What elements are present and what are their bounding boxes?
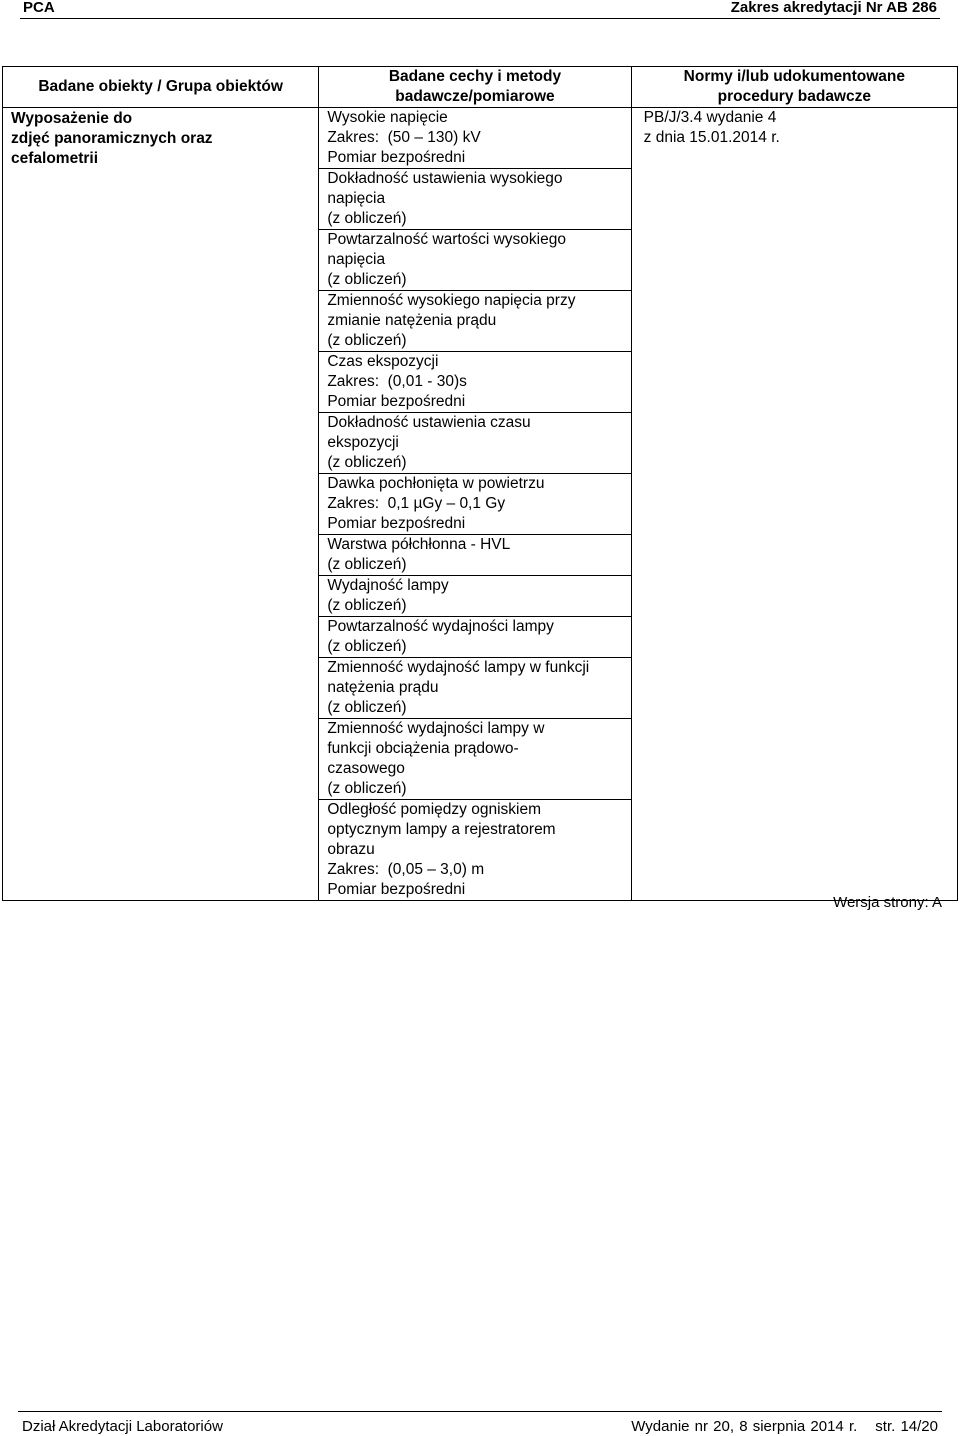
- method-line: Wysokie napięcie: [327, 109, 448, 126]
- method-line: Zmienność wydajności lampy w: [327, 720, 545, 737]
- method-item: [319, 535, 630, 576]
- method-line: Zmienność wysokiego napięcia przy: [327, 292, 576, 309]
- method-line: (z obliczeń): [327, 556, 407, 573]
- footer-divider: [18, 1411, 942, 1412]
- table-row: [3, 108, 958, 901]
- method-line: (z obliczeń): [327, 332, 407, 349]
- method-line: Pomiar bezpośredni: [327, 881, 466, 898]
- method-line: (z obliczeń): [327, 597, 407, 614]
- footer-edition-text: Wydanie nr 20, 8 sierpnia 2014 r.: [631, 1418, 858, 1435]
- footer-page-number: str. 14/20: [875, 1418, 938, 1435]
- method-line: Zakres: 0,1 µGy – 0,1 Gy: [327, 495, 506, 512]
- footer-department: Dział Akredytacji Laboratoriów: [22, 1418, 223, 1435]
- method-line: obrazu: [327, 841, 375, 858]
- method-line: Dokładność ustawienia wysokiego: [327, 170, 563, 187]
- method-line: Zakres: (50 – 130) kV: [327, 129, 481, 146]
- method-item: [319, 658, 630, 719]
- method-line: Odległość pomiędzy ogniskiem: [327, 801, 541, 818]
- accreditation-table: [2, 66, 958, 901]
- method-line: Powtarzalność wartości wysokiego: [327, 231, 566, 248]
- method-line: czasowego: [327, 760, 405, 777]
- method-line: (z obliczeń): [327, 210, 407, 227]
- method-line: ekspozycji: [327, 434, 399, 451]
- method-line: Wydajność lampy: [327, 577, 449, 594]
- footer-edition: [631, 1418, 938, 1435]
- header-divider: [20, 18, 940, 19]
- method-line: Pomiar bezpośredni: [327, 149, 466, 166]
- method-item: [319, 108, 630, 169]
- method-item: [319, 352, 630, 413]
- method-line: Czas ekspozycji: [327, 353, 439, 370]
- method-line: Zmienność wydajność lampy w funkcji: [327, 659, 590, 676]
- page-version: Wersja strony: A: [833, 894, 942, 911]
- method-item: [319, 169, 630, 230]
- method-item: [319, 413, 630, 474]
- method-line: zmianie natężenia prądu: [327, 312, 497, 329]
- method-item: [319, 719, 630, 800]
- header-org: PCA: [23, 0, 55, 16]
- method-item: [319, 291, 630, 352]
- method-line: napięcia: [327, 190, 386, 207]
- method-item: [319, 800, 630, 900]
- method-line: Warstwa półchłonna - HVL: [327, 536, 511, 553]
- methods-cell: [319, 108, 631, 901]
- method-item: [319, 617, 630, 658]
- method-line: (z obliczeń): [327, 454, 407, 471]
- method-line: (z obliczeń): [327, 780, 407, 797]
- method-line: Zakres: (0,05 – 3,0) m: [327, 861, 485, 878]
- procedure-cell: PB/J/3.4 wydanie 4 z dnia 15.01.2014 r.: [631, 108, 957, 901]
- header-title: Zakres akredytacji Nr AB 286: [730, 0, 937, 16]
- method-line: Dokładność ustawienia czasu: [327, 414, 531, 431]
- method-line: Pomiar bezpośredni: [327, 393, 466, 410]
- method-line: Pomiar bezpośredni: [327, 515, 466, 532]
- method-line: funkcji obciążenia prądowo-: [327, 740, 519, 757]
- col2-header: Badane cechy i metody badawcze/pomiarowe: [319, 67, 631, 108]
- method-line: natężenia prądu: [327, 679, 439, 696]
- method-line: Dawka pochłonięta w powietrzu: [327, 475, 545, 492]
- method-item: [319, 576, 630, 617]
- method-line: Powtarzalność wydajności lampy: [327, 618, 554, 635]
- object-cell: Wyposażenie do zdjęć panoramicznych oraz cefalometrii: [3, 108, 319, 901]
- method-item: [319, 474, 630, 535]
- method-line: Zakres: (0,01 - 30)s: [327, 373, 467, 390]
- col3-header: Normy i/lub udokumentowane procedury badawcze: [631, 67, 957, 108]
- method-line: (z obliczeń): [327, 271, 407, 288]
- method-line: napięcia: [327, 251, 386, 268]
- method-line: (z obliczeń): [327, 699, 407, 716]
- method-line: (z obliczeń): [327, 638, 407, 655]
- method-line: optycznym lampy a rejestratorem: [327, 821, 556, 838]
- table-header-row: [3, 67, 958, 108]
- col1-header: Badane obiekty / Grupa obiektów: [3, 67, 319, 108]
- method-item: [319, 230, 630, 291]
